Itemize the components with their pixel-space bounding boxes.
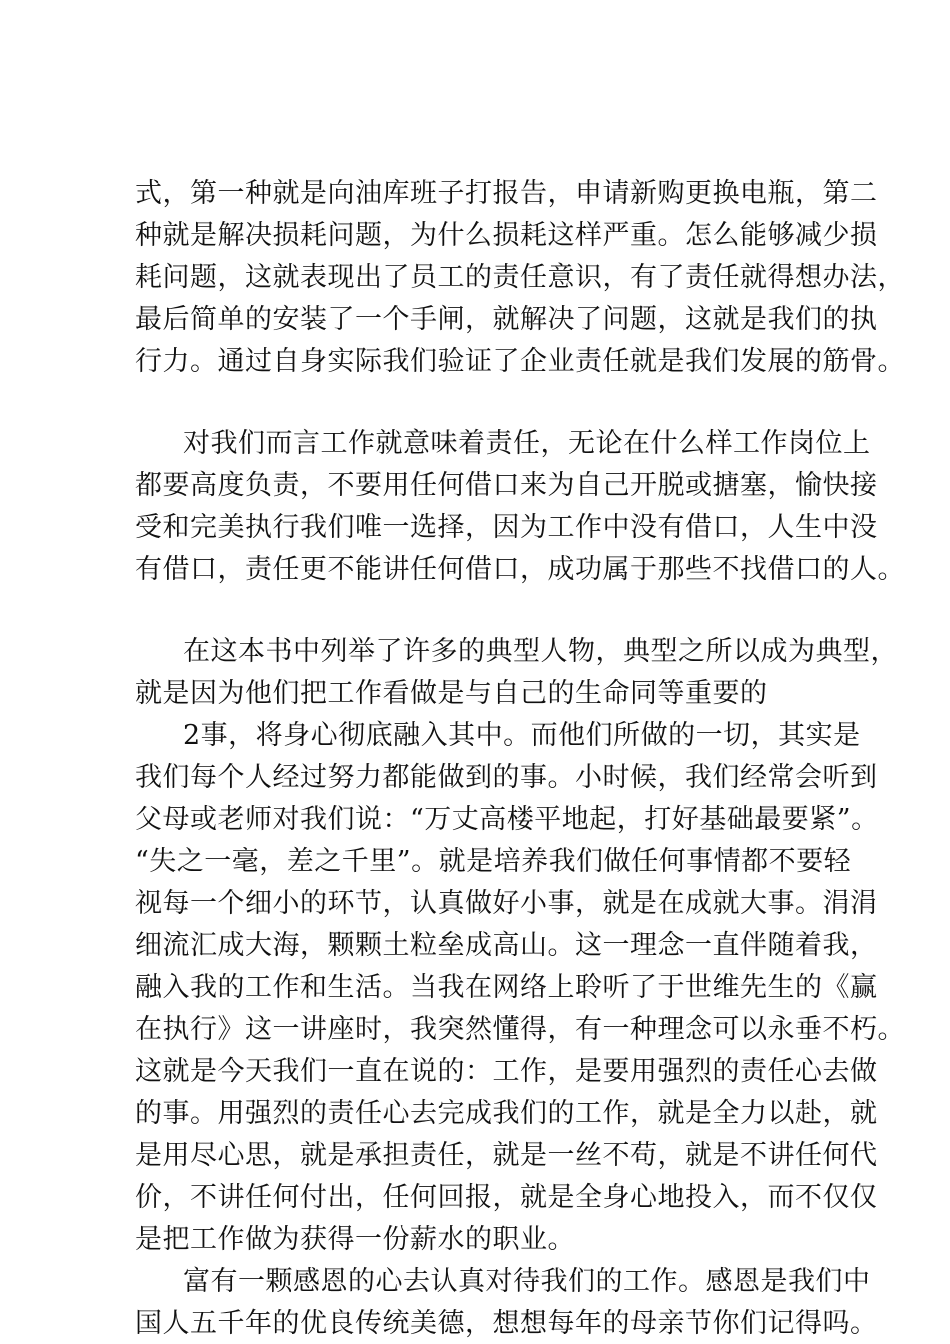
text-line: “失之一毫，差之千里”。就是培养我们做任何事情都不要轻: [135, 846, 852, 877]
text-line: 耗问题，这就表现出了员工的责任意识，有了责任就得想办法，: [135, 262, 905, 293]
text-line: 对我们而言工作就意味着责任，无论在什么样工作岗位上: [183, 428, 871, 459]
text-line: 种就是解决损耗问题，为什么损耗这样严重。怎么能够减少损: [135, 220, 878, 251]
text-line: 行力。通过自身实际我们验证了企业责任就是我们发展的筋骨。: [135, 346, 905, 377]
text-line: 有借口，责任更不能讲任何借口，成功属于那些不找借口的人。: [135, 554, 905, 585]
text-line: 式，第一种就是向油库班子打报告，申请新购更换电瓶，第二: [135, 178, 878, 209]
text-line: 我们每个人经过努力都能做到的事。小时候，我们经常会听到: [135, 762, 878, 793]
text-line: 2事，将身心彻底融入其中。而他们所做的一切，其实是: [183, 720, 861, 751]
text-line: 视每一个细小的环节，认真做好小事，就是在成就大事。涓涓: [135, 888, 878, 919]
text-line: 的事。用强烈的责任心去完成我们的工作，就是全力以赴，就: [135, 1098, 878, 1129]
text-line: 受和完美执行我们唯一选择，因为工作中没有借口，人生中没: [135, 512, 878, 543]
text-line: 在这本书中列举了许多的典型人物，典型之所以成为典型，: [183, 636, 898, 667]
text-line: 父母或老师对我们说：“万丈高楼平地起，打好基础最要紧”。: [135, 804, 879, 835]
text-line: 是把工作做为获得一份薪水的职业。: [135, 1224, 575, 1255]
text-line: 富有一颗感恩的心去认真对待我们的工作。感恩是我们中: [183, 1266, 871, 1297]
text-line: 是用尽心思，就是承担责任，就是一丝不苟，就是不讲任何代: [135, 1140, 878, 1171]
text-line: 融入我的工作和生活。当我在网络上聆听了于世维先生的《赢: [135, 972, 878, 1003]
text-line: 最后简单的安装了一个手闸，就解决了问题，这就是我们的执: [135, 304, 878, 335]
text-line: 都要高度负责，不要用任何借口来为自己开脱或搪塞，愉快接: [135, 470, 878, 501]
text-line: 细流汇成大海，颗颗土粒垒成高山。这一理念一直伴随着我，: [135, 930, 878, 961]
text-line: 就是因为他们把工作看做是与自己的生命同等重要的: [135, 678, 768, 709]
text-line: 国人五千年的优良传统美德，想想每年的母亲节你们记得吗。: [135, 1308, 878, 1339]
text-line: 这就是今天我们一直在说的：工作，是要用强烈的责任心去做: [135, 1056, 878, 1087]
text-line: 价，不讲任何付出，任何回报，就是全身心地投入，而不仅仅: [135, 1182, 878, 1213]
text-line: 在执行》这一讲座时，我突然懂得，有一种理念可以永垂不朽。: [135, 1014, 905, 1045]
